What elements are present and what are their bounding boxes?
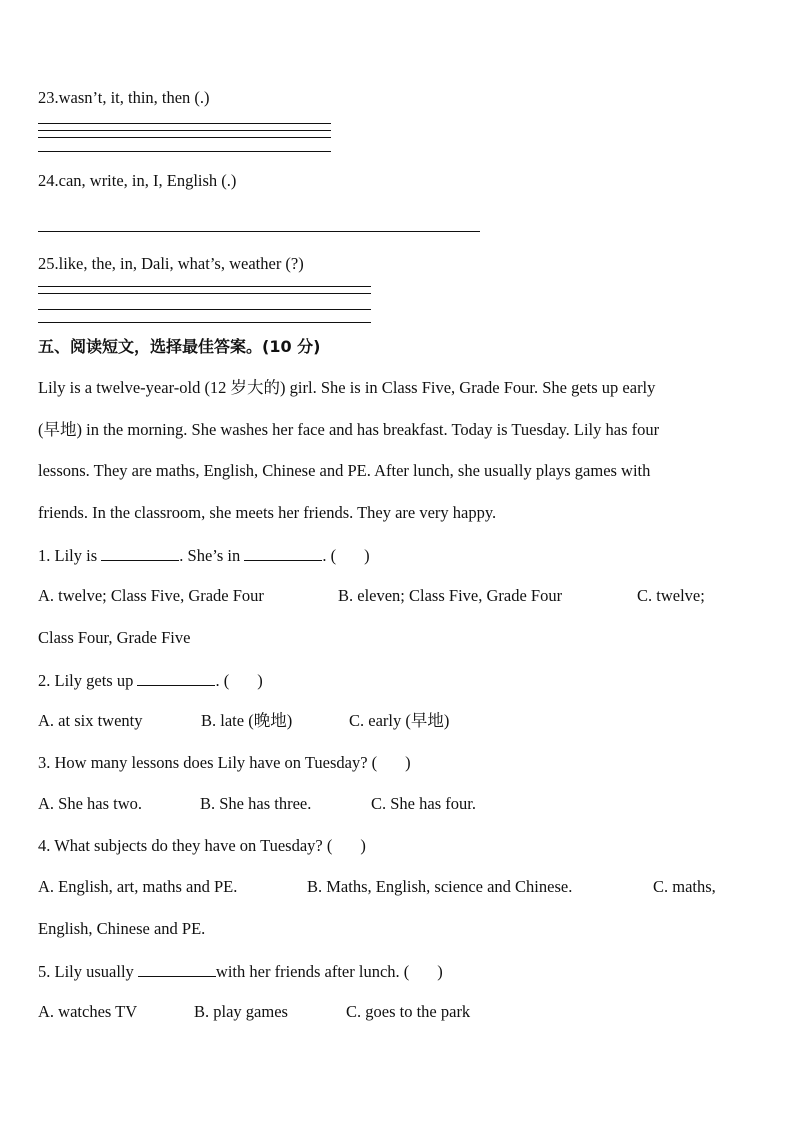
answer-line bbox=[38, 130, 331, 131]
option-c[interactable]: C. twelve; bbox=[637, 586, 705, 605]
section-heading: 五、阅读短文，选择最佳答案。(10 分) bbox=[38, 337, 321, 356]
question-stem: 1. Lily is bbox=[38, 546, 102, 565]
answer-line bbox=[38, 286, 371, 287]
passage-line: lessons. They are maths, English, Chinese and PE. After lunch, she usually plays games with bbox=[38, 461, 651, 480]
passage-line: friends. In the classroom, she meets her friends. They are very happy. bbox=[38, 503, 497, 522]
option-b[interactable]: B. Maths, English, science and Chinese. bbox=[307, 877, 573, 896]
answer-line bbox=[38, 322, 371, 323]
passage-line: (早地) in the morning. She washes her face and has breakfast. Today is Tuesday. Lily has four bbox=[38, 420, 660, 439]
question-stem: ) bbox=[360, 836, 366, 855]
question-25: 25.like, the, in, Dali, what’s, weather (?) bbox=[38, 254, 304, 273]
answer-blank[interactable] bbox=[101, 545, 179, 561]
question-stem: ) bbox=[405, 753, 411, 772]
question-stem: 2. Lily gets up bbox=[38, 671, 138, 690]
answer-line bbox=[38, 151, 331, 152]
option-c-continued: Class Four, Grade Five bbox=[38, 628, 191, 647]
question-24: 24.can, write, in, I, English (.) bbox=[38, 171, 237, 190]
option-b[interactable]: B. late (晚地) bbox=[201, 711, 293, 730]
question-23: 23.wasn’t, it, thin, then (.) bbox=[38, 88, 210, 107]
question-4 bbox=[38, 836, 366, 856]
passage-line: Lily is a twelve-year-old (12 岁大的) girl. She is in Class Five, Grade Four. She gets up early bbox=[38, 378, 656, 397]
question-2 bbox=[38, 670, 263, 691]
option-c[interactable]: C. early (早地) bbox=[349, 711, 450, 730]
question-stem: with her friends after lunch. ( bbox=[215, 962, 410, 981]
answer-line bbox=[38, 137, 331, 138]
question-stem: . She’s in bbox=[179, 546, 245, 565]
option-b[interactable]: B. She has three. bbox=[200, 794, 312, 813]
question-stem: ) bbox=[364, 546, 370, 565]
option-b[interactable]: B. eleven; Class Five, Grade Four bbox=[338, 586, 563, 605]
option-c[interactable]: C. She has four. bbox=[371, 794, 476, 813]
question-stem: ) bbox=[257, 671, 263, 690]
answer-line bbox=[38, 293, 371, 294]
question-stem: . ( bbox=[215, 671, 230, 690]
question-stem: . ( bbox=[322, 546, 337, 565]
question-stem: ) bbox=[437, 962, 443, 981]
answer-line bbox=[38, 123, 331, 124]
option-a[interactable]: A. English, art, maths and PE. bbox=[38, 877, 238, 896]
option-b[interactable]: B. play games bbox=[194, 1002, 288, 1021]
question-5 bbox=[38, 961, 443, 982]
option-a[interactable]: A. at six twenty bbox=[38, 711, 143, 730]
question-1 bbox=[38, 545, 370, 566]
option-c-continued: English, Chinese and PE. bbox=[38, 919, 206, 938]
answer-line bbox=[38, 309, 371, 310]
question-3 bbox=[38, 753, 411, 773]
question-stem: 5. Lily usually bbox=[38, 962, 138, 981]
answer-blank[interactable] bbox=[137, 670, 215, 686]
option-a[interactable]: A. She has two. bbox=[38, 794, 143, 813]
question-stem: 4. What subjects do they have on Tuesday? ( bbox=[38, 836, 333, 855]
option-a[interactable]: A. watches TV bbox=[38, 1002, 138, 1021]
question-stem: 3. How many lessons does Lily have on Tuesday? ( bbox=[38, 753, 378, 772]
answer-blank[interactable] bbox=[244, 545, 322, 561]
option-c[interactable]: C. maths, bbox=[653, 877, 716, 896]
answer-line bbox=[38, 231, 480, 232]
answer-blank[interactable] bbox=[138, 961, 216, 977]
option-a[interactable]: A. twelve; Class Five, Grade Four bbox=[38, 586, 264, 605]
option-c[interactable]: C. goes to the park bbox=[346, 1002, 471, 1021]
